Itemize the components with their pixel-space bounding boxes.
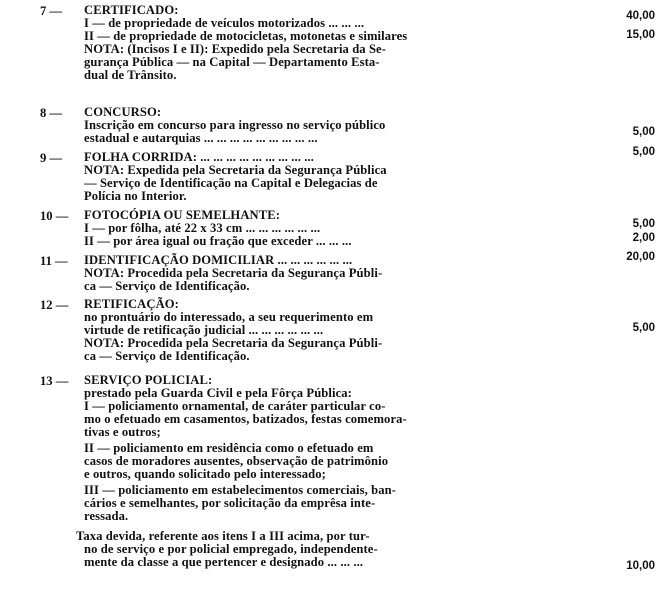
item-text-line: — Serviço de Identificação na Capital e Delegacias de: [84, 176, 378, 190]
item-text-line: NOTA: Expedida pela Secretaria da Segurança Pública: [84, 163, 387, 177]
item-text-line: I — de propriedade de veículos motorizados ... ... ...: [84, 16, 365, 30]
item-text-line: II — de propriedade de motocicletas, motonetas e similares: [84, 29, 408, 43]
item-number: 13 —: [40, 374, 69, 388]
item-text-line: NOTA: Procedida pela Secretaria da Segurança Públi-: [84, 266, 383, 280]
item-text-line: mente da classe a que pertencer e designado ... ... ...: [84, 555, 364, 569]
item-heading: CERTIFICADO:: [84, 3, 179, 17]
item-text-line: I — policiamento ornamental, de caráter particular co-: [84, 399, 386, 413]
item-number: 7 —: [40, 4, 63, 18]
fee-value: 15,00: [626, 29, 655, 41]
item-text-line: II — policiamento em residência como o efetuado em: [84, 441, 374, 455]
item-text-line: Polícia no Interior.: [84, 189, 187, 203]
item-text-line: ca — Serviço de Identificação.: [84, 349, 250, 363]
fee-value: 2,00: [632, 232, 655, 244]
item-text-line: cários e semelhantes, por solicitação da emprêsa inte-: [84, 496, 376, 510]
item-text-line: ca — Serviço de Identificação.: [84, 279, 250, 293]
item-text-line: II — por área igual ou fração que exceder ... ... ...: [84, 234, 352, 248]
item-text-line: e outros, quando solicitado pelo interessado;: [84, 467, 326, 481]
item-text-line: estadual e autarquias ... ... ... ... ... ... ... ... ...: [84, 131, 318, 145]
item-heading: IDENTIFICAÇÃO DOMICILIAR ... ... ... ... ... ...: [84, 253, 353, 267]
item-text-line: tivas e outros;: [84, 425, 161, 439]
item-text-line: Inscrição em concurso para ingresso no serviço público: [84, 118, 386, 132]
item-heading: FOLHA CORRIDA: ... ... ... ... ... ... ... ... ...: [84, 150, 314, 164]
item-text-line: mo o efetuado em casamentos, batizados, festas comemora-: [84, 412, 407, 426]
item-text-line: virtude de retificação judicial ... ... ... ... ... ...: [84, 323, 324, 337]
fee-value: 20,00: [626, 251, 655, 263]
fee-value: 5,00: [632, 218, 655, 230]
item-number: 10 —: [40, 209, 69, 223]
fee-value: 5,00: [632, 322, 655, 334]
item-text-line: dual de Trânsito.: [84, 68, 177, 82]
fee-value: 10,00: [626, 560, 655, 572]
item-number: 8 —: [40, 106, 63, 120]
item-text-line: III — policiamento em estabelecimentos comerciais, ban-: [84, 483, 397, 497]
item-text-line: gurança Pública — na Capital — Departamento Esta-: [84, 55, 380, 69]
fee-value: 5,00: [632, 146, 655, 158]
item-text-line: no de serviço e por policial empregado, independente-: [84, 542, 378, 556]
item-heading: FOTOCÓPIA OU SEMELHANTE:: [84, 208, 280, 222]
item-heading: CONCURSO:: [84, 105, 162, 119]
item-text-line: NOTA: (Incisos I e II): Expedido pela Secretaria da Se-: [84, 42, 387, 56]
item-text-line: I — por fôlha, até 22 x 33 cm ... ... ... ... ... ...: [84, 221, 321, 235]
item-text-line: prestado pela Guarda Civil e pela Fôrça Pública:: [84, 386, 352, 400]
item-heading: RETIFICAÇÃO:: [84, 297, 179, 311]
item-text-line: casos de moradores ausentes, observação de patrimônio: [84, 454, 389, 468]
fee-value: 5,00: [632, 126, 655, 138]
item-text-line: NOTA: Procedida pela Secretaria da Segurança Públi-: [84, 336, 383, 350]
item-text-line: ressada.: [84, 509, 129, 523]
item-text-line: no prontuário do interessado, a seu requerimento em: [84, 310, 374, 324]
item-text-line: Taxa devida, referente aos itens I a III acima, por tur-: [76, 529, 370, 543]
item-number: 12 —: [40, 298, 69, 312]
item-number: 9 —: [40, 151, 63, 165]
fee-value: 40,00: [626, 10, 655, 22]
item-heading: SERVIÇO POLICIAL:: [84, 373, 213, 387]
item-number: 11 —: [40, 254, 68, 268]
